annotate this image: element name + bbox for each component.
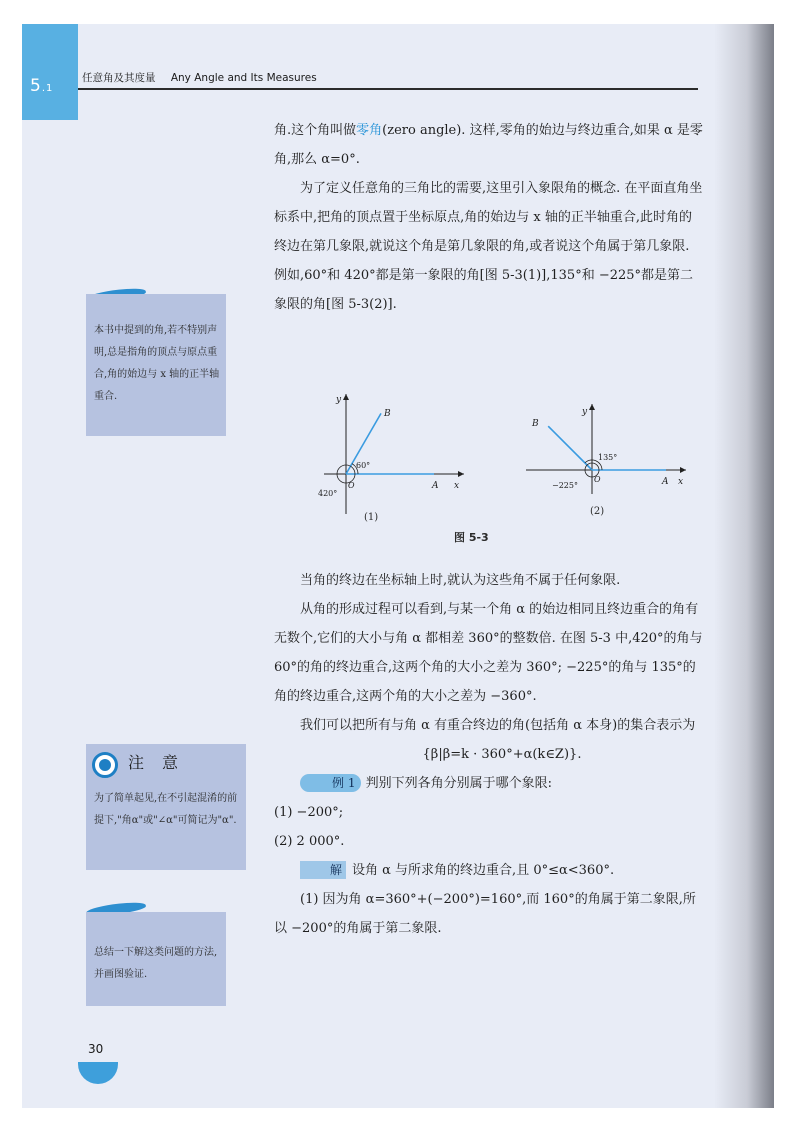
solution-badge: 解 (300, 861, 346, 879)
solution-part-1: (1) 因为角 α=360°+(−200°)=160°,而 160°的角属于第二象限,所以 −200°的角属于第二象限. (274, 892, 696, 936)
textbook-page (22, 24, 774, 1108)
section-tab (22, 24, 78, 120)
paragraph-coterminal: 从角的形成过程可以看到,与某一个角 α 的始边相同且终边重合的角有无数个,它们的大小与角 α 都相差 360°的整数倍. 在图 5-3 中,420°的角与 60°的角的终边重合,这两个角的大小之差为 360°; −225°的角与 135°的角的终边重合,这两个角的大小之差为 −360°. (274, 602, 703, 704)
paragraph-set-intro: 我们可以把所有与角 α 有重合终边的角(包括角 α 本身)的集合表示为 (300, 718, 696, 733)
sidebar-note-1: 本书中提到的角,若不特别声明,总是指角的顶点与原点重合,角的始边与 x 轴的正半轴重合. (94, 325, 220, 402)
body-text-top (274, 116, 704, 319)
solution-intro: 设角 α 与所求角的终边重合,且 0°≤α<360°. (352, 863, 615, 878)
page-number-tab (78, 1062, 118, 1084)
label-60: 60° (356, 461, 371, 470)
body-text-mid (274, 566, 704, 943)
y-axis-arrow-2 (589, 404, 595, 410)
example-question: 判别下列各角分别属于哪个象限: (365, 776, 552, 791)
label-origin-2: O (594, 475, 601, 484)
example-item-2: (2) 2 000°. (274, 834, 345, 849)
label-B-2: B (532, 419, 539, 429)
paragraph-zero-angle: 角.这个角叫做零角(zero angle). 这样,零角的始边与终边重合,如果 α 是零角,那么 α=0°. (274, 123, 703, 167)
label-x-2: x (678, 477, 684, 487)
set-formula: {β|β=k · 360°+α(k∈Z)}. (422, 747, 582, 762)
sidebar-note-3: 总结一下解这类问题的方法,并画图验证. (94, 947, 218, 980)
sidebar-note-2: 为了简单起见,在不引起混淆的前提下,"角α"或"∠α"可简记为"α". (94, 793, 238, 826)
terminal-side-2 (548, 426, 592, 470)
figure-5-3-2 (516, 384, 696, 514)
paragraph-quadrant-angle: 为了定义任意角的三角比的需要,这里引入象限角的概念. 在平面直角坐标系中,把角的顶点置于坐标原点,角的始边与 x 轴的正半轴重合,此时角的终边在第几象限,就说这个角是第几象限的角,或者说这个角属于第几象限. 例如,60°和 420°都是第一象限的角[图 5-3(1)],135°和 −225°都是第二象限的角[图 5-3(2)]. (274, 181, 703, 312)
page-spine-shadow (714, 24, 774, 1108)
running-header (82, 70, 317, 85)
term-zero-angle: 零角 (356, 123, 383, 138)
header-rule (78, 88, 698, 90)
attention-target-icon (92, 752, 118, 778)
attention-title: 注意 (128, 753, 197, 772)
example-badge: 例 1 (300, 774, 361, 792)
figure-5-3-1 (314, 384, 474, 524)
label-origin-1: O (348, 481, 355, 490)
section-number: 5.1 (30, 76, 54, 96)
label-420: 420° (318, 489, 338, 498)
figure-caption: 图 5-3 (454, 531, 489, 544)
label-A-2: A (662, 477, 669, 487)
figure-sublabel-2: (2) (590, 506, 605, 517)
solution-line (274, 856, 704, 885)
label-y-1: y (336, 395, 342, 405)
label-135: 135° (598, 453, 618, 462)
x-axis-arrow-1 (458, 471, 464, 477)
label-x-1: x (454, 481, 460, 491)
x-axis-arrow-2 (680, 467, 686, 473)
header-title-en: Any Angle and Its Measures (170, 72, 317, 84)
page-number: 30 (88, 1042, 104, 1056)
figure-sublabel-1: (1) (364, 512, 379, 523)
label-y-2: y (582, 407, 588, 417)
header-title-cn: 任意角及其度量 (82, 72, 156, 84)
paragraph-axis-angles: 当角的终边在坐标轴上时,就认为这些角不属于任何象限. (300, 573, 621, 588)
label-neg225: −225° (552, 481, 578, 490)
label-A-1: A (432, 481, 439, 491)
label-B-1: B (384, 409, 391, 419)
y-axis-arrow-1 (343, 394, 349, 400)
example-item-1: (1) −200°; (274, 805, 344, 820)
example-line (274, 769, 704, 798)
